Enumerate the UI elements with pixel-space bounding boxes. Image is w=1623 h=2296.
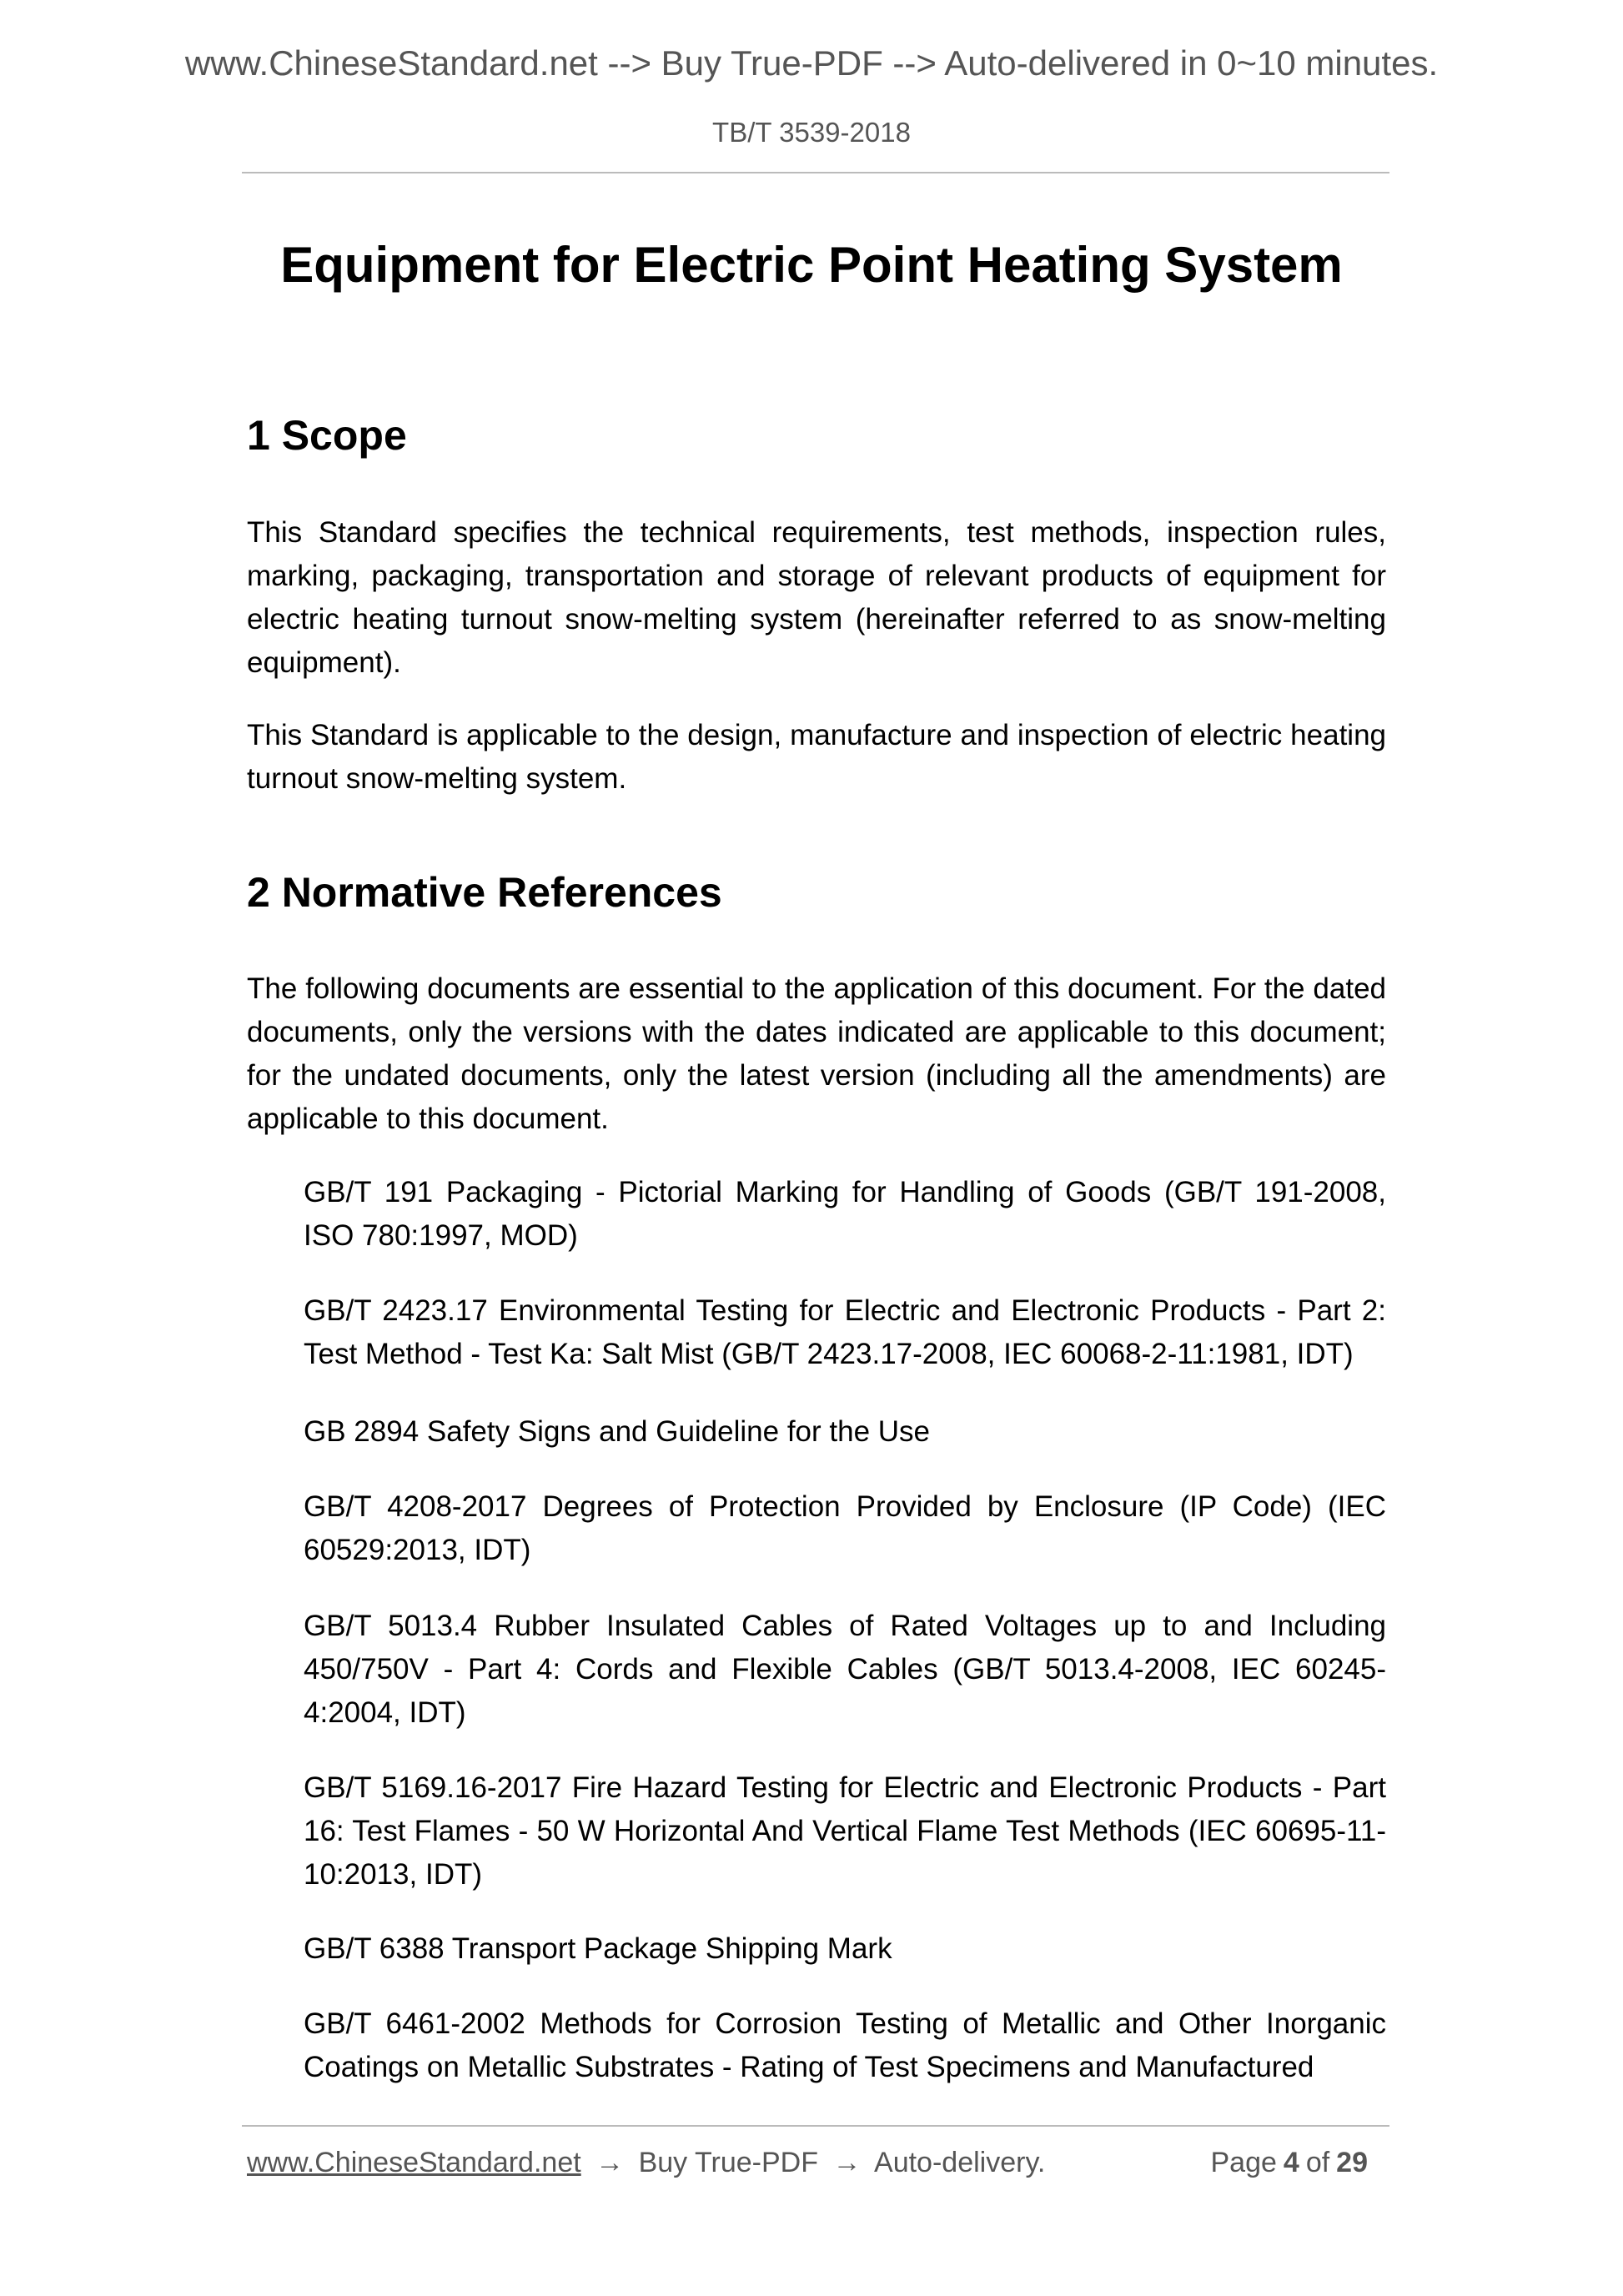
footer-site-link[interactable]: www.ChineseStandard.net	[247, 2147, 581, 2178]
scope-paragraph-2: This Standard is applicable to the design, manufacture and inspection of electric heating turnout snow-melting system.	[247, 719, 1386, 795]
page-footer	[247, 2147, 1389, 2179]
reference-item: GB/T 6388 Transport Package Shipping Mark	[304, 1932, 892, 1965]
page-current: 4	[1283, 2147, 1299, 2178]
reference-item: GB/T 5013.4 Rubber Insulated Cables of Rated Voltages up to and Including 450/750V - Part 4: Cords and Flexible Cables (GB/T 5013.4-2008, IEC 60245-4:2004, IDT)	[304, 1610, 1386, 1729]
header-divider	[242, 172, 1389, 173]
page-indicator	[1210, 2147, 1374, 2179]
arrow-right-icon: →	[595, 2147, 625, 2178]
document-title: Equipment for Electric Point Heating System	[280, 237, 1343, 293]
footer-auto-text: Auto-delivery.	[874, 2147, 1046, 2178]
footer-divider	[242, 2125, 1389, 2127]
reference-item: GB/T 6461-2002 Methods for Corrosion Testing of Metallic and Other Inorganic Coatings on Metallic Substrates - Rating of Test Specimens and Manufactured	[304, 2007, 1386, 2083]
reference-item: GB/T 191 Packaging - Pictorial Marking for Handling of Goods (GB/T 191-2008, ISO 780:1997, MOD)	[304, 1176, 1386, 1252]
arrow-right-icon: →	[832, 2147, 862, 2178]
scope-paragraph-1: This Standard specifies the technical requirements, test methods, inspection rules, marking, packaging, transportation and storage of relevant products of equipment for electric heating turnout snow-melting system (hereinafter referred to as snow-melting equipment).	[247, 516, 1386, 679]
doc-code: TB/T 3539-2018	[712, 117, 911, 148]
references-intro: The following documents are essential to the application of this document. For the dated documents, only the versions with the dates indicated are applicable to this document; for the undated documents, only the latest version (including all the amendments) are applicable to this document.	[247, 972, 1386, 1135]
section-1-heading: 1 Scope	[247, 412, 407, 459]
reference-item: GB/T 2423.17 Environmental Testing for Electric and Electronic Products - Part 2: Test Method - Test Ka: Salt Mist (GB/T 2423.17-2008, IEC 60068-2-11:1981, IDT)	[304, 1294, 1386, 1370]
top-banner: www.ChineseStandard.net --> Buy True-PDF --> Auto-delivered in 0~10 minutes.	[184, 43, 1439, 83]
of-label: of	[1305, 2147, 1330, 2178]
footer-buy-text: Buy True-PDF	[638, 2147, 818, 2178]
reference-item: GB 2894 Safety Signs and Guideline for the Use	[304, 1415, 931, 1448]
page-label: Page	[1210, 2147, 1277, 2178]
section-2-heading: 2 Normative References	[247, 869, 722, 916]
reference-item: GB/T 4208-2017 Degrees of Protection Provided by Enclosure (IP Code) (IEC 60529:2013, IDT)	[304, 1490, 1386, 1566]
page-total: 29	[1336, 2147, 1368, 2178]
reference-item: GB/T 5169.16-2017 Fire Hazard Testing for Electric and Electronic Products - Part 16: Test Flames - 50 W Horizontal And Vertical Flame Test Methods (IEC 60695-11-10:2013, IDT)	[304, 1771, 1386, 1891]
